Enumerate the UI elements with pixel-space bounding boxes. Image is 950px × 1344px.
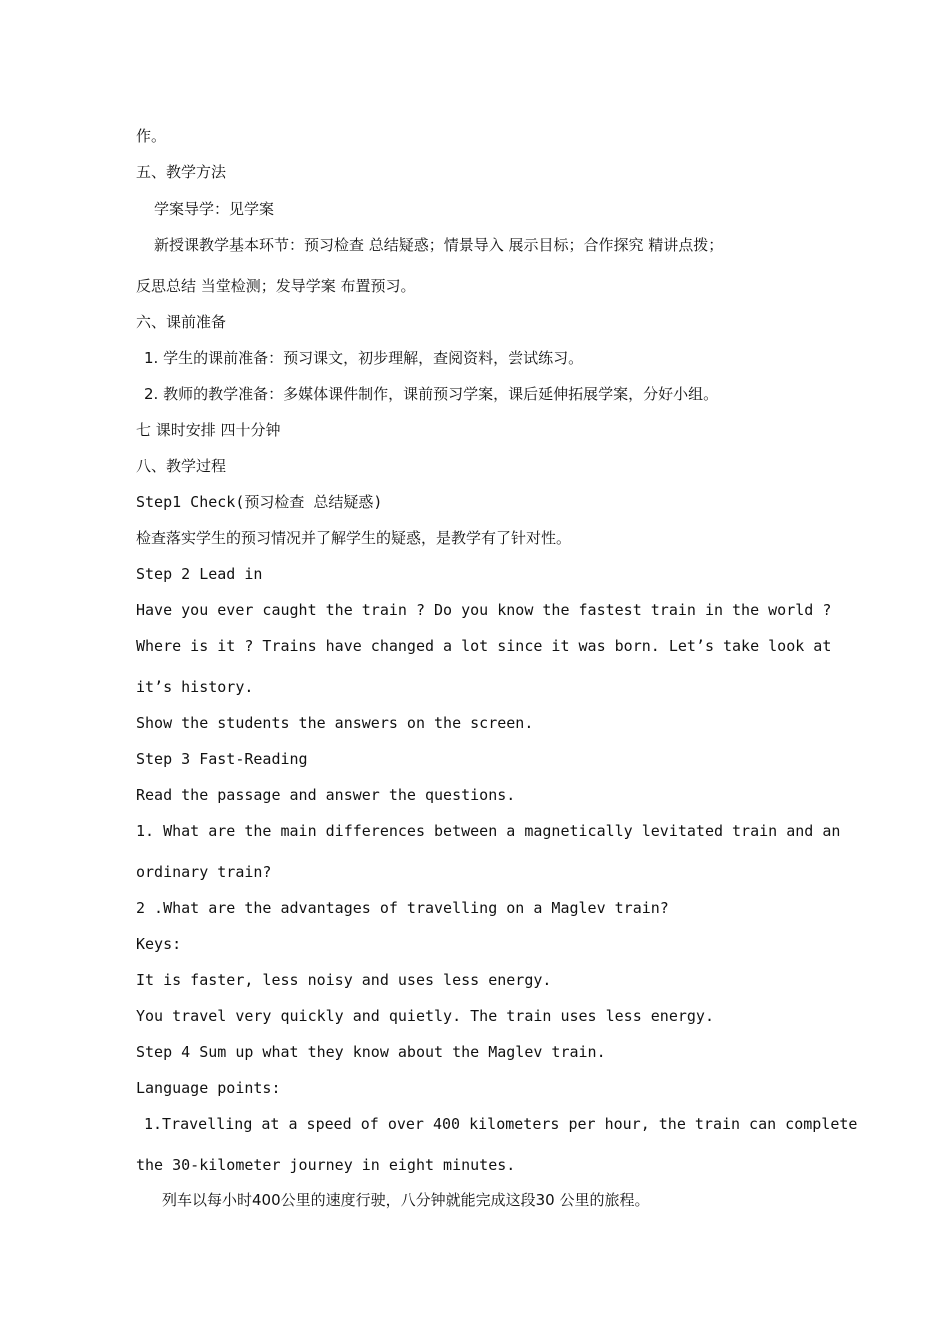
language-point-1-line-1: 1.Travelling at a speed of over 400 kilometers per hour, the train can complete [144,1115,858,1133]
heading-teaching-process: 八、教学过程 [136,457,227,475]
heading-class-time: 七 课时安排 四十分钟 [136,421,281,439]
text-line-lesson-steps-2: 反思总结 当堂检测；发导学案 布置预习。 [136,277,416,295]
heading-preparation: 六、课前准备 [136,313,227,331]
language-points-label: Language points: [136,1079,281,1097]
text-line-lead-in-2: Where is it ? Trains have changed a lot since it was born. Let’s take look at [136,637,832,655]
text-line-guided-learning: 学案导学：见学案 [154,200,275,218]
heading-teaching-methods: 五、教学方法 [136,163,227,181]
step-2-heading: Step 2 Lead in [136,565,263,583]
step-3-heading: Step 3 Fast-Reading [136,750,308,768]
answer-1: It is faster, less noisy and uses less energy. [136,971,552,989]
keys-label: Keys: [136,935,182,953]
step-4-heading: Step 4 Sum up what they know about the Maglev train. [136,1043,606,1061]
text-line-lead-in-1: Have you ever caught the train ? Do you know the fastest train in the world ? [136,601,832,619]
answer-2: You travel very quickly and quietly. The train uses less energy. [136,1007,714,1025]
step-1-heading: Step1 Check(预习检查 总结疑惑) [136,493,383,511]
language-point-1-translation: 列车以每小时400公里的速度行驶，八分钟就能完成这段30 公里的旅程。 [162,1191,650,1209]
language-point-1-line-2: the 30-kilometer journey in eight minutes. [136,1156,516,1174]
text-line-show-answers: Show the students the answers on the screen. [136,714,534,732]
text-line-read-passage: Read the passage and answer the questions. [136,786,516,804]
list-item-student-prep: 1. 学生的课前准备：预习课文，初步理解，查阅资料，尝试练习。 [144,349,584,367]
question-1-line-1: 1. What are the main differences between a magnetically levitated train and an [136,822,841,840]
question-1-line-2: ordinary train? [136,863,272,881]
text-line-lead-in-3: it’s history. [136,678,254,696]
text-line-lesson-steps-1: 新授课教学基本环节：预习检查 总结疑惑；情景导入 展示目标；合作探究 精讲点拨； [154,236,724,254]
text-line-continuation: 作。 [136,127,167,145]
text-line-check-purpose: 检查落实学生的预习情况并了解学生的疑惑，是教学有了针对性。 [136,529,572,547]
list-item-teacher-prep: 2. 教师的教学准备：多媒体课件制作，课前预习学案，课后延伸拓展学案，分好小组。 [144,385,719,403]
question-2: 2 .What are the advantages of travelling on a Maglev train? [136,899,669,917]
